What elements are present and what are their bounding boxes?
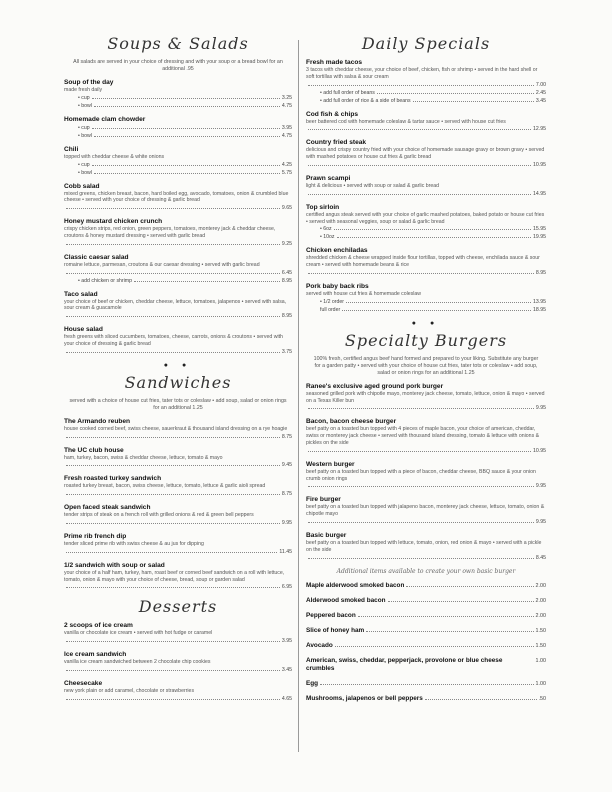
menu-item	[64, 146, 292, 177]
dot-leader	[66, 490, 280, 495]
additional-items-title: Additional items available to create your own basic burger	[336, 567, 516, 575]
dot-leader	[92, 161, 280, 166]
dot-leader	[377, 89, 534, 94]
price-row	[64, 124, 292, 132]
addon-item	[306, 679, 546, 688]
dot-leader	[346, 298, 531, 303]
menu-item	[64, 418, 292, 441]
item-description: 3 tacos with cheddar cheese, your choice of beef, chicken, fish or shrimp • served in the hard shell or soft tortillas with salsa & sour cream	[306, 67, 538, 80]
addon-price: 2.00	[535, 582, 546, 589]
addon-name: American, swiss, cheddar, pepperjack, provolone or blue cheese crumbles	[306, 656, 503, 672]
dot-leader	[366, 626, 533, 632]
item-name: Ranee's exclusive aged ground pork burger	[306, 382, 444, 390]
dot-leader	[308, 190, 531, 195]
addon-name: Slice of honey ham	[306, 626, 365, 634]
price: 4.25	[281, 161, 292, 168]
item-description: tender sliced prime rib with swiss cheese & au jus for dipping	[64, 540, 204, 547]
item-description: ham, turkey, bacon, swiss & cheddar cheese, lettuce, tomato & mayo	[64, 454, 223, 461]
dot-leader	[308, 518, 534, 523]
price: 13.95	[533, 298, 546, 305]
dot-leader	[66, 348, 280, 353]
column-divider	[298, 40, 299, 752]
desserts-heading: Desserts	[138, 597, 218, 617]
desserts-list	[64, 622, 292, 702]
price: 10.95	[533, 161, 546, 168]
menu-item	[64, 562, 292, 592]
addon-name: Alderwood smoked bacon	[306, 596, 386, 604]
specials-list	[306, 59, 546, 314]
dot-leader	[66, 637, 280, 642]
addon-price: 2.00	[535, 597, 546, 604]
addon-price: 1.00	[535, 680, 546, 687]
item-description: your choice of a half ham, turkey, ham, roast beef or corned beef sandwich on a roll with lettuce, tomato, onion & mayo with your choice of cheese, bread, soup or garden salad	[64, 569, 285, 583]
price: 7.00	[535, 81, 546, 88]
item-name: 1/2 sandwich with soup or salad	[64, 561, 165, 569]
item-description: beef patty on a toasted bun topped with 4 pieces of maple bacon, your choice of american, cheddar, swiss or monterey jack cheese • served with thousand island dressing, tomato & lettuce with onions & pickles on the side	[306, 426, 540, 446]
dot-leader	[358, 611, 534, 617]
price: 3.95	[281, 124, 292, 131]
item-description: beef patty on a toasted bun topped with jalapeno bacon, monterey jack cheese, lettuce, tomato, onion & chipotle mayo	[306, 504, 545, 518]
price: 8.75	[281, 433, 292, 440]
price: 14.95	[533, 190, 546, 197]
item-name: Top sirloin	[306, 203, 340, 211]
dot-leader	[134, 277, 280, 282]
price-label: • cup	[78, 124, 90, 131]
dot-leader	[94, 132, 280, 137]
left-column	[64, 30, 292, 709]
price: 4.65	[281, 695, 292, 702]
price: 8.95	[281, 277, 292, 284]
addon-item	[306, 596, 546, 605]
price: 9.65	[281, 205, 292, 212]
price-row	[306, 225, 546, 233]
addon-item	[306, 626, 546, 635]
dot-leader	[308, 161, 531, 166]
dot-leader	[337, 233, 532, 238]
item-name: Country fried steak	[306, 139, 367, 147]
item-description: shredded chicken & cheese wrapped inside flour tortillas, topped with cheese, enchilada sauce & sour cream • served with homemade beans & rice	[306, 255, 540, 269]
dot-leader	[66, 461, 280, 466]
price-label: full order	[320, 306, 341, 313]
price: 3.45	[281, 666, 292, 673]
price: 12.95	[533, 126, 546, 133]
item-name: Ice cream sandwich	[64, 651, 127, 659]
item-description: vanilla ice cream sandwiched between 2 chocolate chip cookies	[64, 659, 211, 666]
price: 6.45	[281, 269, 292, 276]
item-name: 2 scoops of ice cream	[64, 622, 133, 630]
burgers-list	[306, 383, 546, 562]
menu-item	[64, 447, 292, 470]
price: 9.95	[535, 483, 546, 490]
dot-leader	[66, 666, 280, 671]
menu-item	[64, 79, 292, 110]
price-row	[64, 312, 292, 320]
item-description: fresh greens with sliced cucumbers, tomatoes, cheese, carrots, onions & croutons • served with your choice of dressing & garlic bread	[64, 334, 283, 347]
price-row	[306, 269, 546, 277]
price-row	[64, 666, 292, 674]
price: 9.95	[281, 519, 292, 526]
menu-item	[306, 59, 546, 105]
item-description: light & delicious • served with soup or salad & garlic bread	[306, 182, 440, 189]
price-label: • 6oz	[320, 226, 332, 233]
sandwiches-intro: served with a choice of house cut fries, tater tots or coleslaw • add soup, salad or onion rings for an additional 1.25	[69, 397, 287, 411]
dot-leader	[308, 125, 531, 130]
dot-leader	[308, 482, 534, 487]
price-row	[64, 695, 292, 703]
item-name: Fresh made tacos	[306, 59, 363, 66]
dot-leader	[66, 519, 280, 524]
price-row	[306, 233, 546, 241]
price-row	[306, 404, 546, 412]
price-row	[64, 277, 292, 285]
menu-item	[306, 247, 546, 277]
dot-leader	[308, 554, 534, 559]
dot-leader	[342, 306, 531, 311]
price-label: • 1/2 order	[320, 298, 345, 305]
item-name: Chili	[64, 145, 79, 153]
menu-item	[306, 204, 546, 242]
item-description: beef patty on a toasted bun topped with a piece of bacon, cheddar cheese, BBQ sauce & your onion crumb onion rings	[306, 468, 536, 482]
item-name: Cheesecake	[64, 679, 103, 687]
item-name: Open faced steak sandwich	[64, 504, 151, 512]
price-row	[306, 482, 546, 490]
price-row	[64, 348, 292, 356]
item-name: Honey mustard chicken crunch	[64, 218, 163, 226]
item-name: Prawn scampi	[306, 174, 351, 182]
burgers-intro: 100% fresh, certified angus beef hand formed and prepared to your liking. Substitute any burger for a garden patty • served with your choice of house cut fries, tater tots or coleslaw • add soup, salad or onion rings for an additional 1.25	[313, 355, 539, 376]
item-description: roasted turkey breast, bacon, swiss cheese, lettuce, tomato, lettuce & garlic aioli spread	[64, 483, 266, 490]
item-description: beef patty on a toasted bun topped with lettuce, tomato, onion, red onion & mayo • served with a pickle on the side	[306, 539, 542, 553]
addon-item	[306, 641, 546, 650]
price: 8.95	[281, 313, 292, 320]
menu-item	[306, 283, 546, 314]
price-row	[64, 94, 292, 102]
item-description: served with house cut fries & homemade coleslaw	[306, 290, 422, 297]
price: 19.95	[533, 234, 546, 241]
price-row	[64, 583, 292, 591]
sandwiches-heading: Sandwiches	[124, 372, 232, 392]
dot-leader	[94, 102, 280, 107]
price-row	[306, 190, 546, 198]
price-row	[64, 102, 292, 110]
burgers-heading: Specialty Burgers	[344, 330, 508, 350]
price-row	[64, 433, 292, 441]
addon-item	[306, 694, 546, 703]
item-name: Cobb salad	[64, 182, 100, 190]
item-name: Pork baby back ribs	[306, 282, 369, 290]
addon-price: 2.00	[535, 612, 546, 619]
item-description: made fresh daily	[64, 87, 103, 93]
price-label: • add full order of beans	[320, 89, 375, 96]
menu-item	[306, 496, 546, 526]
addon-name: Mushrooms, jalapenos or bell peppers	[306, 694, 423, 702]
addon-name: Egg	[306, 679, 319, 687]
soups-salads-heading: Soups & Salads	[107, 34, 249, 53]
dot-leader	[334, 225, 531, 230]
dot-leader	[92, 94, 280, 99]
menu-item	[64, 475, 292, 498]
item-name: Prime rib french dip	[64, 532, 127, 540]
item-description: your choice of beef or chicken, cheddar cheese, lettuce, tomatoes, jalapenos • served with salsa, sour cream & guacamole	[64, 298, 287, 312]
price: 8.95	[535, 269, 546, 276]
price-row	[64, 490, 292, 498]
menu-item	[306, 175, 546, 198]
price: 4.75	[281, 132, 292, 139]
addon-name: Maple alderwood smoked bacon	[306, 581, 405, 589]
price: 9.25	[281, 240, 292, 247]
price: 15.95	[533, 226, 546, 233]
price: 3.25	[281, 94, 292, 101]
price: 9.95	[535, 518, 546, 525]
item-description: crispy chicken strips, red onion, green peppers, tomatoes, monterey jack & cheddar cheese, croutons & honey mustard dressing • served with garlic bread	[64, 226, 276, 239]
price-row	[306, 97, 546, 105]
item-name: House salad	[64, 326, 103, 334]
price-label: • cup	[78, 94, 90, 101]
menu-item	[64, 116, 292, 140]
price: 4.75	[281, 102, 292, 109]
price: 11.45	[279, 548, 292, 555]
addon-name: Avocado	[306, 641, 333, 649]
item-name: Bacon, bacon cheese burger	[306, 418, 397, 426]
dot-leader	[425, 694, 537, 700]
item-name: Homemade clam chowder	[64, 115, 146, 123]
addon-name: Peppered bacon	[306, 611, 356, 619]
price-label: • cup	[78, 161, 90, 168]
price-row	[306, 161, 546, 169]
section-dots: ● ●	[411, 319, 441, 327]
price-label: • add full order of rice & a side of beans	[320, 97, 411, 104]
menu-item	[64, 291, 292, 321]
item-description: house cooked corned beef, swiss cheese, sauerkraut & thousand island dressing on a rye hoagie	[64, 425, 288, 432]
menu-item	[64, 651, 292, 674]
dot-leader	[308, 81, 534, 86]
price-row	[306, 125, 546, 133]
price: 18.95	[533, 306, 546, 313]
price-row	[64, 169, 292, 177]
item-description: tender strips of steak on a french roll with grilled onions & red & green bell peppers	[64, 512, 254, 519]
price: 3.95	[281, 638, 292, 645]
dot-leader	[66, 583, 280, 588]
addon-price: 1.00	[535, 657, 546, 664]
right-column	[306, 30, 546, 709]
price-row	[64, 519, 292, 527]
price-label: • bowl	[78, 132, 92, 139]
section-dots: ● ●	[163, 361, 193, 369]
dot-leader	[308, 447, 531, 452]
dot-leader	[94, 169, 280, 174]
dot-leader	[66, 695, 280, 700]
price: 8.45	[535, 554, 546, 561]
price-row	[306, 81, 546, 89]
item-name: Classic caesar salad	[64, 253, 129, 261]
daily-specials-heading: Daily Specials	[361, 34, 491, 53]
dot-leader	[320, 679, 533, 685]
price-row	[64, 132, 292, 140]
addon-price: 1.50	[535, 642, 546, 649]
item-name: Fire burger	[306, 496, 341, 504]
item-name: Cod fish & chips	[306, 110, 359, 118]
item-name: Basic burger	[306, 531, 347, 539]
item-description: certified angus steak served with your choice of garlic mashed potatoes, baked potato or house cut fries • served with seasonal veggies, soup or salad & garlic bread	[306, 211, 545, 225]
item-name: Chicken enchiladas	[306, 247, 368, 255]
item-description: romaine lettuce, parmesan, croutons & our caesar dressing • served with garlic bread	[64, 261, 260, 268]
soups-intro: All salads are served in your choice of dressing and with your soup or a bread bowl for an additional .95	[73, 59, 283, 72]
price-row	[64, 637, 292, 645]
menu-item	[306, 111, 546, 134]
dot-leader	[66, 312, 280, 317]
menu-item	[64, 326, 292, 356]
price-row	[64, 461, 292, 469]
price-row	[64, 204, 292, 212]
addon-item	[306, 656, 546, 673]
menu-item	[306, 418, 546, 454]
dot-leader	[66, 433, 280, 438]
menu-item	[64, 183, 292, 213]
addons-list	[306, 581, 546, 703]
dot-leader	[66, 548, 277, 553]
item-name: The UC club house	[64, 446, 124, 454]
dot-leader	[308, 269, 534, 274]
dot-leader	[66, 204, 280, 209]
dot-leader	[66, 240, 280, 245]
menu-item	[64, 504, 292, 527]
item-description: topped with cheddar cheese & white onions	[64, 153, 165, 160]
dot-leader	[413, 97, 534, 102]
item-description: delicious and crispy country fried with your choice of homemade sausage gravy or brown gravy • served with mashed potatoes or house cut fries & garlic bread	[306, 147, 545, 161]
addon-item	[306, 581, 546, 590]
item-description: mixed greens, chicken breast, bacon, hard boiled egg, avocado, tomatoes, onion & crumbled blue cheese • served with your choice of dressing & garlic bread	[64, 190, 289, 204]
dot-leader	[308, 404, 534, 409]
dot-leader	[388, 596, 534, 602]
price: 2.45	[535, 89, 546, 96]
item-name: Western burger	[306, 460, 355, 468]
price: 8.75	[281, 491, 292, 498]
addon-item	[306, 611, 546, 620]
soups-list	[64, 79, 292, 356]
price-label: • bowl	[78, 102, 92, 109]
price-row	[64, 269, 292, 277]
item-name: Soup of the day	[64, 79, 114, 86]
item-description: new york plain or add caramel, chocolate or strawberries	[64, 687, 195, 694]
menu-item	[64, 622, 292, 645]
price-row	[64, 240, 292, 248]
menu-item	[306, 532, 546, 562]
dot-leader	[92, 124, 280, 129]
price: 6.95	[281, 584, 292, 591]
menu-item	[64, 680, 292, 703]
price: 3.45	[535, 97, 546, 104]
price-row	[306, 518, 546, 526]
price-row	[306, 89, 546, 97]
menu-item	[306, 139, 546, 169]
price: 9.45	[281, 462, 292, 469]
price: 10.95	[533, 447, 546, 454]
addon-price: 1.50	[535, 627, 546, 634]
price: 9.95	[535, 405, 546, 412]
item-description: seasoned grilled pork with chipotle mayo, monterey jack cheese, tomato, lettuce, onion & mayo • served on a Texas Killer bun	[306, 390, 545, 404]
addon-price: .50	[538, 695, 546, 702]
price: 3.75	[281, 348, 292, 355]
price-label: • add chicken or shrimp	[78, 277, 133, 284]
price-row	[64, 161, 292, 169]
item-name: The Armando reuben	[64, 417, 131, 425]
item-description: beer battered cod with homemade coleslaw & tartar sauce • served with house cut fries	[306, 118, 506, 125]
dot-leader	[406, 581, 533, 587]
price-row	[306, 554, 546, 562]
menu-item	[306, 383, 546, 413]
item-name: Fresh roasted turkey sandwich	[64, 475, 162, 483]
item-name: Taco salad	[64, 290, 98, 298]
price-row	[64, 548, 292, 556]
price-label: • 10oz	[320, 234, 335, 241]
price-label: • bowl	[78, 169, 92, 176]
price-row	[306, 447, 546, 455]
menu-item	[306, 461, 546, 491]
menu-item	[64, 218, 292, 248]
price-row	[306, 298, 546, 306]
sandwiches-list	[64, 418, 292, 592]
dot-leader	[66, 269, 280, 274]
menu-item	[64, 254, 292, 285]
item-description: vanilla or chocolate ice cream • served with hot fudge or caramel	[64, 630, 213, 637]
dot-leader	[335, 641, 534, 647]
menu-item	[64, 533, 292, 556]
price-row	[306, 306, 546, 314]
price: 5.75	[281, 169, 292, 176]
